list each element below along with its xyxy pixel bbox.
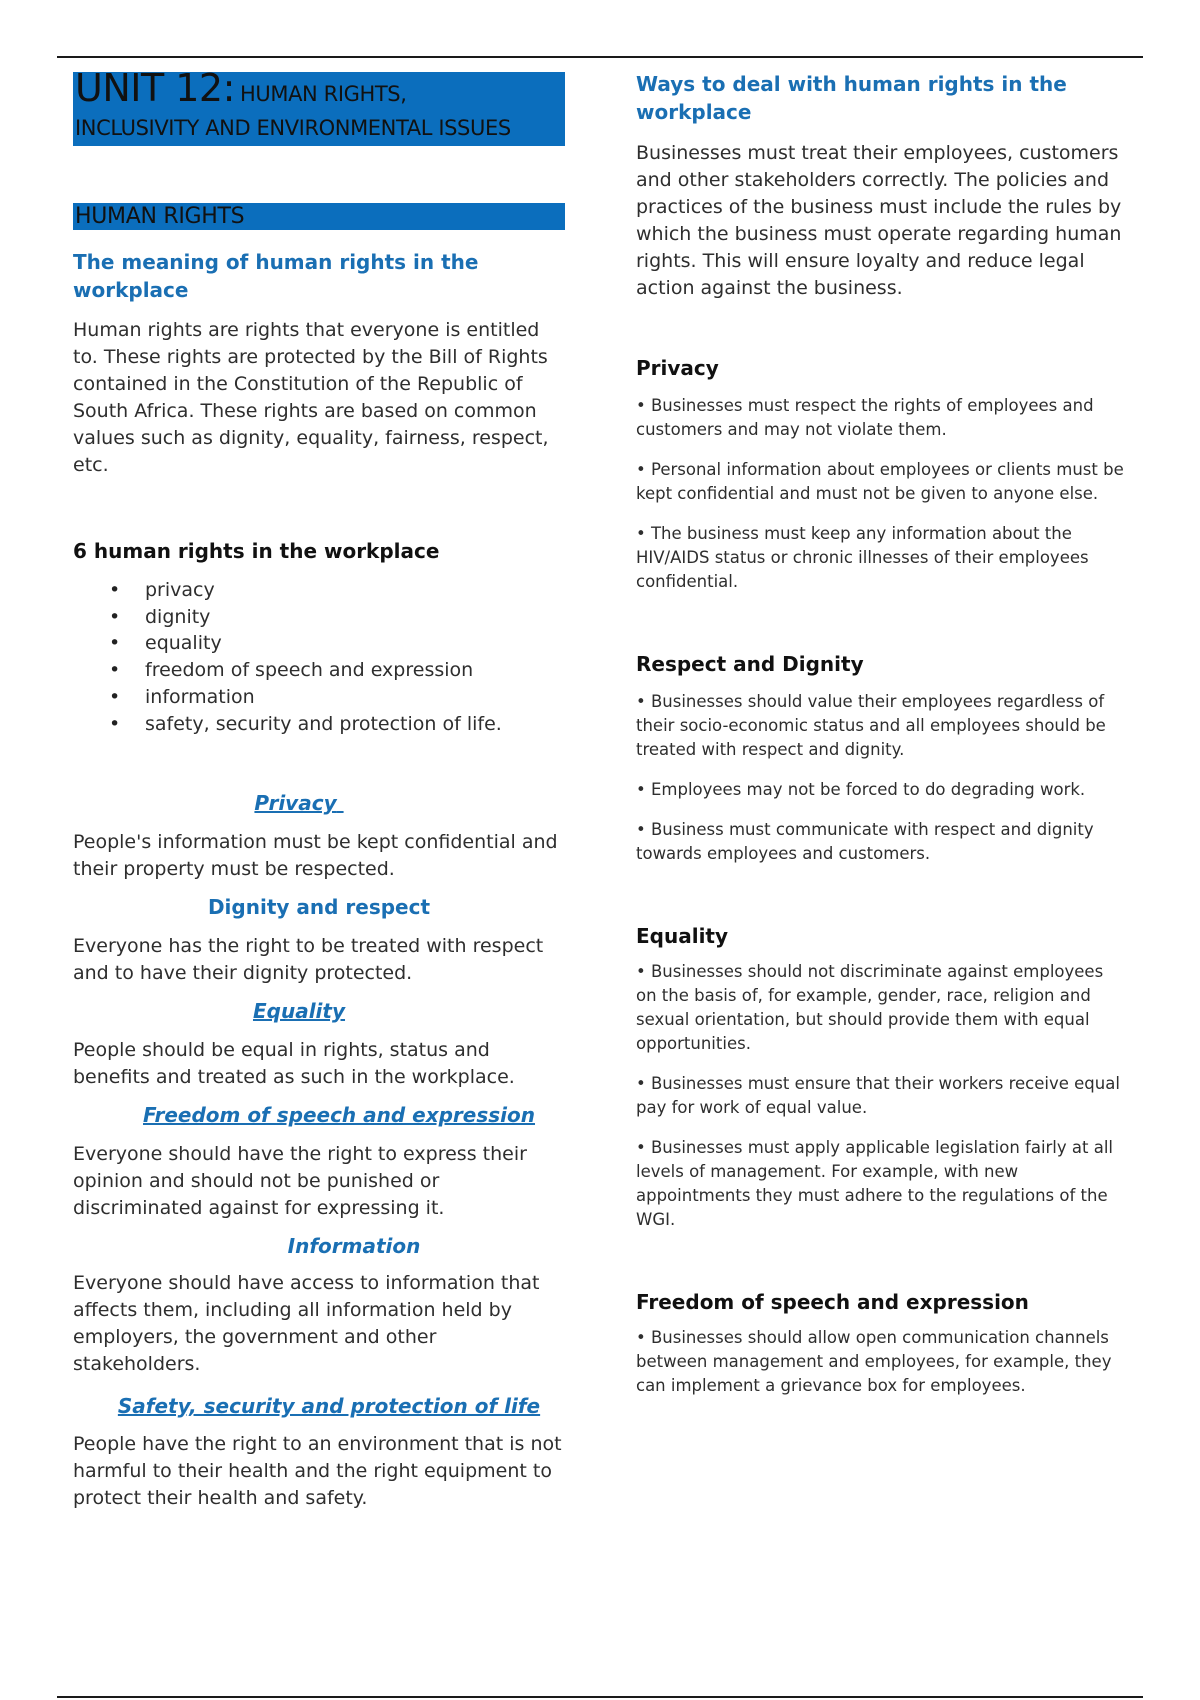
unit-title-line1: HUMAN RIGHTS, bbox=[240, 82, 407, 106]
freedom-point: • Businesses should allow open communication channels between management and employees, for example, they can implement a grievance box for employees. bbox=[636, 1328, 1112, 1395]
safety-heading: Safety, security and protection of life bbox=[117, 1394, 541, 1419]
equality-point: • Businesses must apply applicable legislation fairly at all levels of management. For example, with new appointments they must adhere to the regulations of the WGI. bbox=[636, 1138, 1114, 1229]
list-item: • equality bbox=[73, 630, 565, 657]
privacy-text: People's information must be kept confidential and their property must be respected. bbox=[73, 831, 558, 881]
freedom-heading: Freedom of speech and expression bbox=[143, 1103, 535, 1128]
ways-text: Businesses must treat their employees, customers and other stakeholders correctly. The policies and practices of the business must include the rules by which the business must operate regarding human rights. This will ensure loyalty and reduce legal action against the business. bbox=[636, 142, 1122, 299]
list-item: • safety, security and protection of life. bbox=[73, 711, 565, 738]
privacy-heading: Privacy bbox=[254, 791, 337, 816]
dignity-text: Everyone has the right to be treated with respect and to have their dignity protected. bbox=[73, 935, 544, 985]
unit-title-line2: INCLUSIVITY AND ENVIRONMENTAL ISSUES bbox=[75, 116, 511, 140]
right-privacy-heading: Privacy bbox=[636, 356, 719, 380]
meaning-text: Human rights are rights that everyone is entitled to. These rights are protected by the Bill of Rights contained in the Constitution of the Republic of South Africa. These rights are based on common values such as dignity, equality, fairness, respect, etc. bbox=[73, 319, 549, 476]
freedom-heading-right: Freedom of speech and expression bbox=[636, 1290, 1029, 1314]
privacy-point: • The business must keep any information about the HIV/AIDS status or chronic illnesses of their employees confidential. bbox=[636, 524, 1089, 591]
equality-heading: Equality bbox=[252, 999, 346, 1024]
equality-point: • Businesses must ensure that their workers receive equal pay for work of equal value. bbox=[636, 1074, 1120, 1117]
information-heading: Information bbox=[287, 1234, 421, 1259]
bottom-rule bbox=[57, 1696, 1143, 1698]
list-item: • privacy bbox=[73, 577, 565, 604]
list-item: • dignity bbox=[73, 604, 565, 631]
six-rights-list bbox=[73, 577, 565, 737]
safety-text: People have the right to an environment that is not harmful to their health and the right equipment to protect their health and safety. bbox=[73, 1433, 562, 1510]
dignity-heading: Dignity and respect bbox=[207, 895, 431, 920]
respect-point: • Business must communicate with respect and dignity towards employees and customers. bbox=[636, 820, 1094, 863]
unit-label: UNIT 12: bbox=[75, 66, 235, 110]
equality-text: People should be equal in rights, status and benefits and treated as such in the workplace. bbox=[73, 1039, 515, 1089]
unit-title-banner bbox=[73, 66, 565, 146]
privacy-point: • Personal information about employees or clients must be kept confidential and must not be given to anyone else. bbox=[636, 460, 1124, 503]
respect-heading: Respect and Dignity bbox=[636, 652, 864, 676]
list-item: • freedom of speech and expression bbox=[73, 657, 565, 684]
freedom-text: Everyone should have the right to express their opinion and should not be punished or discriminated against for expressing it. bbox=[73, 1143, 527, 1220]
respect-point: • Employees may not be forced to do degrading work. bbox=[636, 780, 1086, 799]
right-column bbox=[636, 72, 1128, 1398]
left-column bbox=[73, 66, 565, 1512]
equality-point: • Businesses should not discriminate against employees on the basis of, for example, gender, race, religion and sexual orientation, but should provide them with equal opportunities. bbox=[636, 962, 1104, 1053]
six-rights-heading: 6 human rights in the workplace bbox=[73, 539, 440, 563]
top-rule bbox=[57, 56, 1143, 58]
privacy-point: • Businesses must respect the rights of employees and customers and may not violate them. bbox=[636, 396, 1094, 439]
information-text: Everyone should have access to information that affects them, including all information held by employers, the government and other stakeholders. bbox=[73, 1272, 540, 1376]
ways-heading: Ways to deal with human rights in the workplace bbox=[636, 72, 1067, 124]
meaning-heading: The meaning of human rights in the workplace bbox=[73, 250, 479, 302]
equality-heading-right: Equality bbox=[636, 924, 729, 948]
list-item: • information bbox=[73, 684, 565, 711]
respect-point: • Businesses should value their employees regardless of their socio-economic status and all employees should be treated with respect and dignity. bbox=[636, 692, 1106, 759]
section-banner-human-rights: HUMAN RIGHTS bbox=[73, 203, 565, 230]
